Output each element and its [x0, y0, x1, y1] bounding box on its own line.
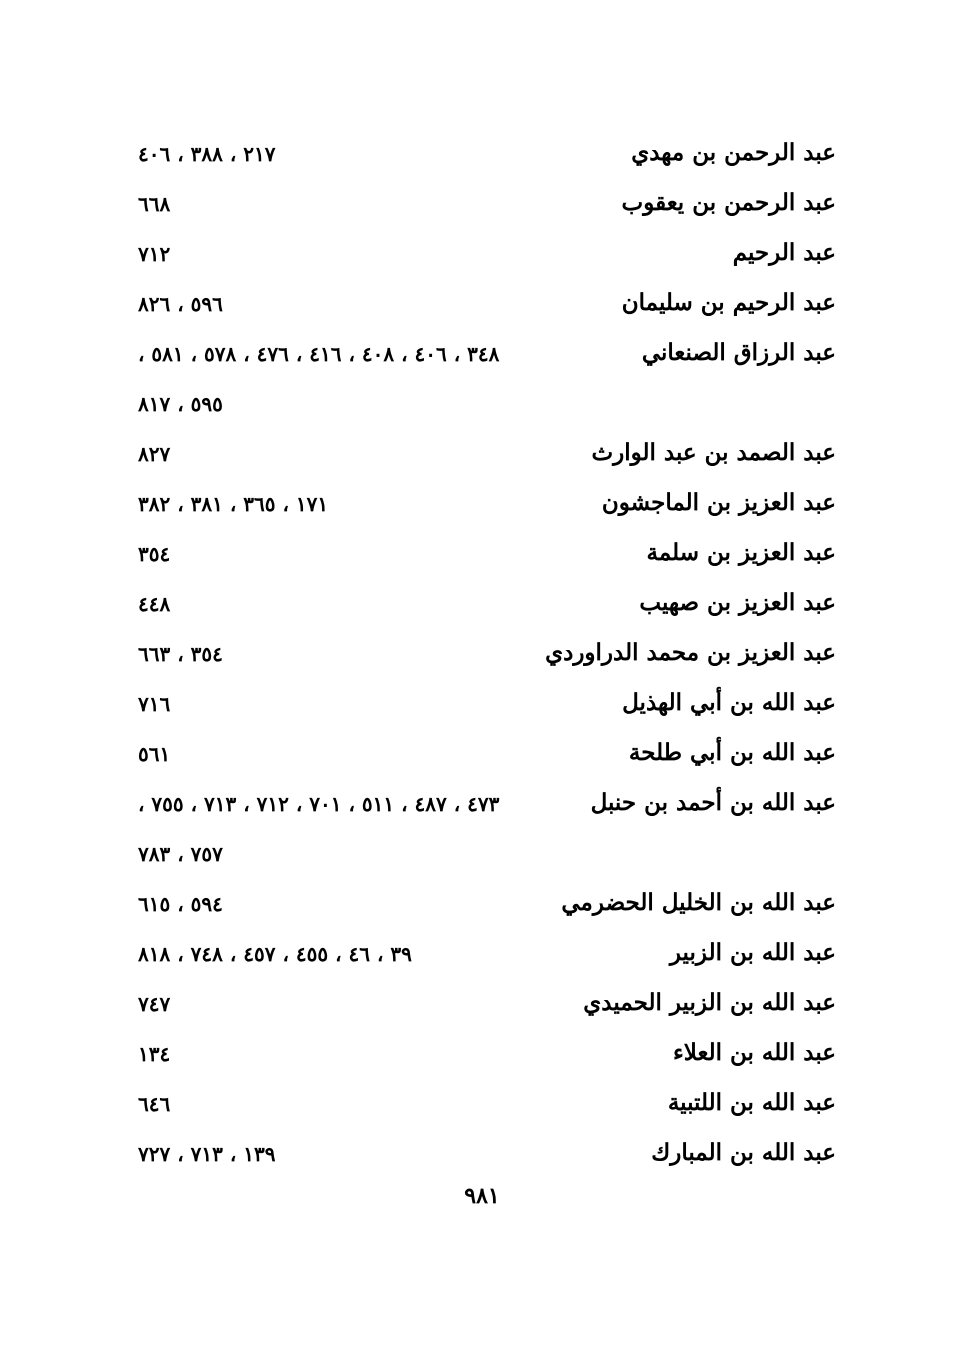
entry-pages: ٥٩٤ ، ٦١٥: [138, 892, 223, 916]
entry-pages: ٥٩٥ ، ٨١٧: [138, 392, 223, 416]
entry-pages: ٣٥٤ ، ٦٦٣: [138, 642, 223, 666]
entry-pages: ٧٤٧: [138, 992, 171, 1016]
entry-name: عبد الله بن أبي طلحة: [628, 739, 836, 766]
entry-name: عبد الله بن المبارك: [651, 1139, 836, 1166]
entry-name: عبد العزيز بن الماجشون: [601, 489, 836, 516]
entry-pages: ٣٤٨ ، ٤٠٦ ، ٤٠٨ ، ٤١٦ ، ٤٧٦ ، ٥٧٨ ، ٥٨١ ،: [138, 342, 500, 366]
index-entry: [138, 228, 836, 278]
entry-pages: ٣٩ ، ٤٦ ، ٤٥٥ ، ٤٥٧ ، ٧٤٨ ، ٨١٨: [138, 942, 412, 966]
index-entry: [138, 778, 836, 828]
index-entry: [138, 628, 836, 678]
entry-name: عبد الله بن أبي الهذيل: [622, 689, 836, 716]
index-entry: [138, 878, 836, 928]
entry-pages: ١٣٤: [138, 1042, 171, 1066]
entry-pages: ٧١٢: [138, 242, 171, 266]
entry-name: عبد العزيز بن سلمة: [646, 539, 836, 566]
index-entry: [138, 278, 836, 328]
index-entry-continuation: [138, 828, 836, 878]
index-entry-continuation: [138, 378, 836, 428]
entry-name: عبد الله بن اللتبية: [667, 1089, 836, 1116]
entry-name: عبد الله بن الزبير الحميدي: [583, 989, 836, 1016]
index-entry: [138, 978, 836, 1028]
index-entry: [138, 578, 836, 628]
entry-pages: ٧٥٧ ، ٧٨٣: [138, 842, 223, 866]
index-entry: [138, 928, 836, 978]
entry-name: عبد الرحيم بن سليمان: [621, 289, 836, 316]
entry-name: عبد العزيز بن محمد الدراوردي: [545, 639, 836, 666]
entry-pages: ٥٩٦ ، ٨٢٦: [138, 292, 223, 316]
entry-pages: ٦٦٨: [138, 192, 171, 216]
index-entry: [138, 1128, 836, 1178]
index-entry: [138, 428, 836, 478]
entry-name: عبد العزيز بن صهيب: [639, 589, 836, 616]
entry-pages: ٤٧٣ ، ٤٨٧ ، ٥١١ ، ٧٠١ ، ٧١٢ ، ٧١٣ ، ٧٥٥ ،: [138, 792, 500, 816]
entry-pages: ٤٤٨: [138, 592, 171, 616]
entry-name: عبد الله بن أحمد بن حنبل: [590, 789, 836, 816]
index-entry: [138, 728, 836, 778]
index-entry: [138, 478, 836, 528]
entry-pages: ٥٦١: [138, 742, 171, 766]
entry-name: عبد الله بن العلاء: [672, 1039, 836, 1066]
entry-name: عبد الرحيم: [732, 239, 836, 266]
index-entry: [138, 328, 836, 378]
index-entry: [138, 1078, 836, 1128]
entry-name: عبد الله بن الزبير: [669, 939, 836, 966]
index-entry: [138, 528, 836, 578]
entry-name: عبد الرحمن بن مهدي: [631, 139, 836, 166]
entry-pages: ٦٤٦: [138, 1092, 171, 1116]
index-entry: [138, 1028, 836, 1078]
entry-pages: ٨٢٧: [138, 442, 171, 466]
index-list: [138, 128, 836, 1178]
entry-pages: ١٧١ ، ٣٦٥ ، ٣٨١ ، ٣٨٢: [138, 492, 329, 516]
index-entry: [138, 128, 836, 178]
entry-pages: ١٣٩ ، ٧١٣ ، ٧٢٧: [138, 1142, 276, 1166]
entry-pages: ٣٥٤: [138, 542, 171, 566]
index-entry: [138, 678, 836, 728]
page-number: ٩٨١: [464, 1183, 500, 1209]
entry-name: عبد الرزاق الصنعاني: [641, 339, 836, 366]
entry-pages: ٧١٦: [138, 692, 171, 716]
entry-pages: ٢١٧ ، ٣٨٨ ، ٤٠٦: [138, 142, 276, 166]
entry-name: عبد الرحمن بن يعقوب: [621, 189, 836, 216]
index-entry: [138, 178, 836, 228]
entry-name: عبد الصمد بن عبد الوارث: [591, 439, 836, 466]
entry-name: عبد الله بن الخليل الحضرمي: [561, 889, 836, 916]
